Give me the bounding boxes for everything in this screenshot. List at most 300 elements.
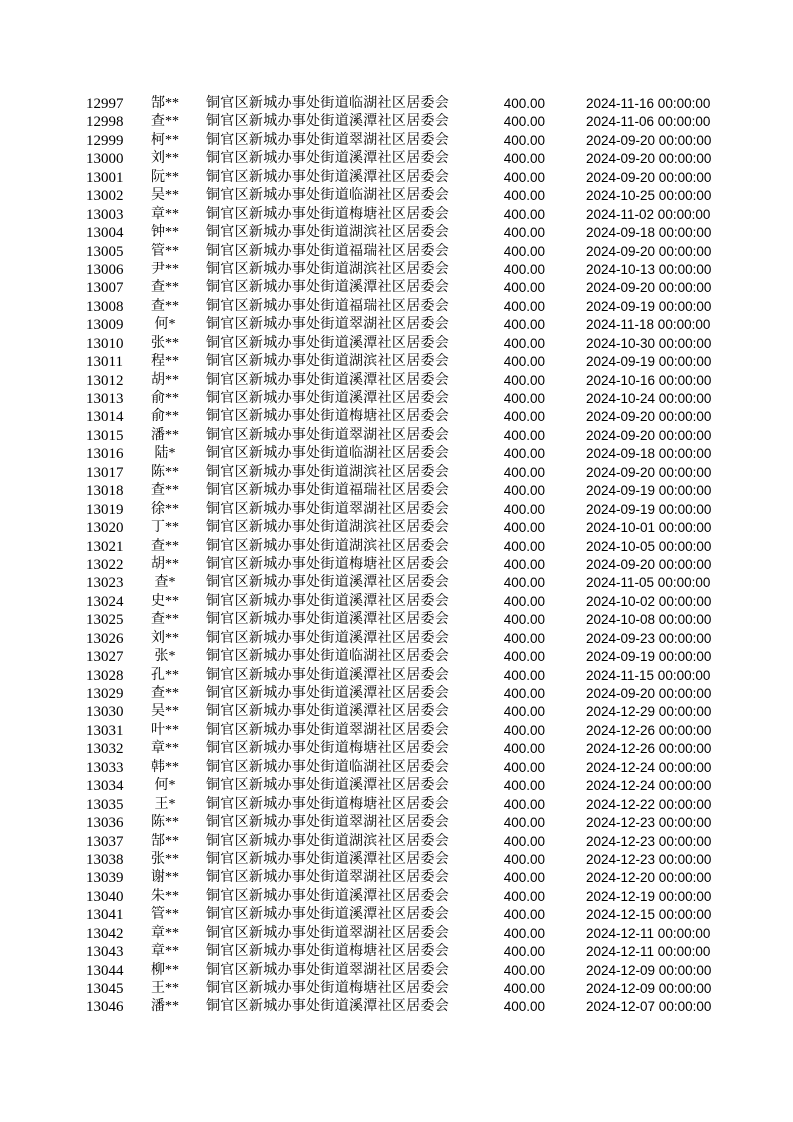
datetime-value: 2024-12-26 00:00:00	[586, 741, 712, 757]
record-id: 13007	[86, 280, 124, 297]
amount-value: 400.00	[503, 888, 545, 904]
record-id: 13029	[86, 686, 124, 702]
datetime-value: 2024-11-06 00:00:00	[586, 114, 711, 130]
datetime-value: 2024-09-19 00:00:00	[586, 354, 712, 370]
amount-value: 400.00	[503, 925, 545, 941]
record-id: 13017	[86, 464, 124, 481]
organization-name: 铜官区新城办事处街道梅塘社区居委会	[206, 981, 450, 996]
organization-name: 铜官区新城办事处街道溪潭社区居委会	[206, 778, 450, 794]
table-row	[0, 243, 793, 261]
amount-value: 400.00	[503, 96, 545, 111]
organization-name: 铜官区新城办事处街道溪潭社区居委会	[206, 593, 450, 609]
record-id: 13042	[86, 925, 124, 942]
person-name: 程**	[151, 354, 179, 370]
table-row	[0, 206, 793, 224]
amount-value: 400.00	[503, 427, 545, 443]
amount-value: 400.00	[503, 722, 545, 738]
amount-value: 400.00	[503, 575, 545, 591]
table-row	[0, 869, 793, 887]
datetime-value: 2024-09-23 00:00:00	[586, 630, 712, 646]
table-row	[0, 833, 793, 851]
table-row	[0, 482, 793, 500]
organization-name: 铜官区新城办事处街道湖滨社区居委会	[206, 225, 450, 241]
record-id: 13034	[86, 778, 124, 795]
organization-name: 铜官区新城办事处街道溪潭社区居委会	[206, 704, 450, 720]
table-row	[0, 851, 793, 869]
person-name: 查**	[151, 298, 179, 314]
organization-name: 铜官区新城办事处街道梅塘社区居委会	[206, 741, 450, 757]
table-row	[0, 279, 793, 297]
amount-value: 400.00	[503, 188, 545, 204]
record-id: 13032	[86, 741, 124, 758]
record-id: 13025	[86, 612, 124, 629]
table-row	[0, 538, 793, 556]
person-name: 潘**	[151, 999, 179, 1015]
amount-value: 400.00	[503, 206, 545, 222]
table-row	[0, 998, 793, 1016]
datetime-value: 2024-12-26 00:00:00	[586, 722, 712, 738]
organization-name: 铜官区新城办事处街道翠湖社区居委会	[206, 501, 450, 517]
person-name: 何*	[154, 317, 176, 333]
person-name: 郜**	[151, 833, 179, 849]
organization-name: 铜官区新城办事处街道溪潭社区居委会	[206, 851, 450, 867]
amount-value: 400.00	[503, 520, 545, 536]
amount-value: 400.00	[503, 851, 545, 867]
table-row	[0, 906, 793, 924]
datetime-value: 2024-11-05 00:00:00	[586, 575, 711, 591]
record-id: 13003	[86, 206, 124, 223]
amount-value: 400.00	[503, 686, 545, 701]
organization-name: 铜官区新城办事处街道溪潭社区居委会	[206, 667, 450, 683]
person-name: 史**	[151, 593, 179, 609]
datetime-value: 2024-10-24 00:00:00	[586, 391, 712, 406]
datetime-value: 2024-09-20 00:00:00	[586, 409, 712, 425]
person-name: 管**	[151, 243, 179, 259]
record-id: 12998	[86, 114, 124, 131]
datetime-value: 2024-12-22 00:00:00	[586, 796, 712, 812]
datetime-value: 2024-11-18 00:00:00	[586, 317, 711, 333]
person-name: 尹**	[151, 261, 179, 277]
datetime-value: 2024-09-18 00:00:00	[586, 225, 712, 241]
person-name: 张**	[151, 335, 179, 351]
amount-value: 400.00	[503, 944, 545, 960]
amount-value: 400.00	[503, 538, 545, 554]
amount-value: 400.00	[503, 630, 545, 646]
table-row	[0, 372, 793, 390]
table-row	[0, 261, 793, 279]
amount-value: 400.00	[503, 446, 545, 462]
organization-name: 铜官区新城办事处街道溪潭社区居委会	[206, 169, 450, 185]
organization-name: 铜官区新城办事处街道翠湖社区居委会	[206, 132, 450, 148]
table-row	[0, 574, 793, 592]
table-row	[0, 298, 793, 316]
person-name: 查**	[151, 114, 179, 130]
amount-value: 400.00	[503, 372, 545, 388]
record-id: 13043	[86, 944, 124, 961]
datetime-value: 2024-09-20 00:00:00	[586, 556, 712, 572]
amount-value: 400.00	[503, 741, 545, 757]
record-id: 13014	[86, 409, 124, 426]
amount-value: 400.00	[503, 667, 545, 683]
organization-name: 铜官区新城办事处街道梅塘社区居委会	[206, 409, 450, 425]
table-row	[0, 925, 793, 943]
record-id: 13028	[86, 667, 124, 684]
table-row	[0, 390, 793, 408]
amount-value: 400.00	[503, 391, 545, 406]
organization-name: 铜官区新城办事处街道湖滨社区居委会	[206, 354, 450, 370]
amount-value: 400.00	[503, 759, 545, 775]
record-id: 13006	[86, 261, 124, 278]
organization-name: 铜官区新城办事处街道湖滨社区居委会	[206, 464, 450, 480]
record-id: 13021	[86, 538, 124, 555]
organization-name: 铜官区新城办事处街道溪潭社区居委会	[206, 114, 450, 130]
person-name: 徐**	[151, 501, 179, 517]
amount-value: 400.00	[503, 132, 545, 148]
person-name: 查**	[151, 483, 179, 499]
table-row	[0, 611, 793, 629]
person-name: 郜**	[151, 96, 179, 111]
table-row	[0, 759, 793, 777]
amount-value: 400.00	[503, 501, 545, 517]
table-row	[0, 630, 793, 648]
record-id: 13020	[86, 520, 124, 537]
person-name: 章**	[151, 925, 179, 941]
person-name: 孔**	[151, 667, 179, 683]
record-id: 13022	[86, 556, 124, 573]
table-row	[0, 814, 793, 832]
table-row	[0, 187, 793, 205]
organization-name: 铜官区新城办事处街道翠湖社区居委会	[206, 962, 450, 978]
records-table	[0, 95, 793, 1017]
person-name: 柳**	[151, 962, 179, 978]
table-row	[0, 224, 793, 242]
record-id: 13024	[86, 593, 124, 610]
organization-name: 铜官区新城办事处街道溪潭社区居委会	[206, 612, 450, 628]
amount-value: 400.00	[503, 999, 545, 1015]
person-name: 章**	[151, 206, 179, 222]
person-name: 刘**	[151, 630, 179, 646]
record-id: 13004	[86, 225, 124, 242]
datetime-value: 2024-12-23 00:00:00	[586, 815, 712, 831]
person-name: 谢**	[151, 870, 179, 886]
record-id: 13038	[86, 851, 124, 868]
record-id: 13016	[86, 446, 124, 463]
amount-value: 400.00	[503, 409, 545, 425]
amount-value: 400.00	[503, 225, 545, 241]
table-row	[0, 888, 793, 906]
datetime-value: 2024-09-20 00:00:00	[586, 132, 712, 148]
person-name: 刘**	[151, 151, 179, 167]
person-name: 丁**	[151, 520, 179, 536]
amount-value: 400.00	[503, 815, 545, 831]
person-name: 王*	[154, 796, 176, 812]
record-id: 13044	[86, 962, 124, 979]
datetime-value: 2024-10-30 00:00:00	[586, 335, 712, 351]
datetime-value: 2024-09-20 00:00:00	[586, 151, 712, 167]
amount-value: 400.00	[503, 335, 545, 351]
table-row	[0, 685, 793, 703]
table-row	[0, 427, 793, 445]
record-id: 13010	[86, 335, 124, 352]
amount-value: 400.00	[503, 796, 545, 812]
person-name: 阮**	[151, 169, 179, 185]
person-name: 钟**	[151, 225, 179, 241]
organization-name: 铜官区新城办事处街道临湖社区居委会	[206, 96, 450, 111]
datetime-value: 2024-09-20 00:00:00	[586, 686, 712, 701]
amount-value: 400.00	[503, 280, 545, 296]
datetime-value: 2024-11-15 00:00:00	[586, 667, 711, 683]
record-id: 13019	[86, 501, 124, 518]
person-name: 张**	[151, 851, 179, 867]
table-row	[0, 464, 793, 482]
amount-value: 400.00	[503, 981, 545, 996]
organization-name: 铜官区新城办事处街道溪潭社区居委会	[206, 335, 450, 351]
datetime-value: 2024-12-24 00:00:00	[586, 778, 712, 794]
record-id: 13015	[86, 427, 124, 444]
table-row	[0, 777, 793, 795]
datetime-value: 2024-12-23 00:00:00	[586, 833, 712, 849]
datetime-value: 2024-12-15 00:00:00	[586, 907, 712, 923]
organization-name: 铜官区新城办事处街道溪潭社区居委会	[206, 151, 450, 167]
amount-value: 400.00	[503, 169, 545, 185]
record-id: 13037	[86, 833, 124, 850]
organization-name: 铜官区新城办事处街道翠湖社区居委会	[206, 925, 450, 941]
amount-value: 400.00	[503, 243, 545, 259]
organization-name: 铜官区新城办事处街道梅塘社区居委会	[206, 206, 450, 222]
person-name: 查**	[151, 686, 179, 701]
datetime-value: 2024-12-19 00:00:00	[586, 888, 712, 904]
datetime-value: 2024-09-20 00:00:00	[586, 280, 712, 296]
datetime-value: 2024-12-11 00:00:00	[586, 944, 711, 960]
datetime-value: 2024-12-11 00:00:00	[586, 925, 711, 941]
organization-name: 铜官区新城办事处街道溪潭社区居委会	[206, 999, 450, 1015]
amount-value: 400.00	[503, 298, 545, 314]
organization-name: 铜官区新城办事处街道溪潭社区居委会	[206, 391, 450, 406]
table-row	[0, 150, 793, 168]
record-id: 12997	[86, 96, 124, 112]
organization-name: 铜官区新城办事处街道临湖社区居委会	[206, 446, 450, 462]
organization-name: 铜官区新城办事处街道溪潭社区居委会	[206, 907, 450, 923]
record-id: 13011	[86, 354, 123, 371]
organization-name: 铜官区新城办事处街道湖滨社区居委会	[206, 261, 450, 277]
datetime-value: 2024-09-20 00:00:00	[586, 243, 712, 259]
record-id: 13013	[86, 391, 124, 407]
datetime-value: 2024-09-20 00:00:00	[586, 464, 712, 480]
table-row	[0, 667, 793, 685]
person-name: 陈**	[151, 815, 179, 831]
organization-name: 铜官区新城办事处街道湖滨社区居委会	[206, 538, 450, 554]
record-id: 13026	[86, 630, 124, 647]
datetime-value: 2024-10-13 00:00:00	[586, 261, 712, 277]
organization-name: 铜官区新城办事处街道梅塘社区居委会	[206, 556, 450, 572]
datetime-value: 2024-12-20 00:00:00	[586, 870, 712, 886]
person-name: 陆*	[154, 446, 176, 462]
datetime-value: 2024-10-25 00:00:00	[586, 188, 712, 204]
record-id: 13030	[86, 704, 124, 721]
datetime-value: 2024-12-09 00:00:00	[586, 981, 712, 996]
amount-value: 400.00	[503, 907, 545, 923]
datetime-value: 2024-10-02 00:00:00	[586, 593, 712, 609]
amount-value: 400.00	[503, 593, 545, 609]
table-row	[0, 519, 793, 537]
table-row	[0, 703, 793, 721]
person-name: 章**	[151, 741, 179, 757]
record-id: 13023	[86, 575, 124, 592]
table-row	[0, 796, 793, 814]
table-row	[0, 445, 793, 463]
table-row	[0, 408, 793, 426]
organization-name: 铜官区新城办事处街道梅塘社区居委会	[206, 796, 450, 812]
person-name: 胡**	[151, 372, 179, 388]
table-row	[0, 501, 793, 519]
record-id: 13001	[86, 169, 124, 186]
datetime-value: 2024-12-09 00:00:00	[586, 962, 712, 978]
amount-value: 400.00	[503, 151, 545, 167]
amount-value: 400.00	[503, 778, 545, 794]
organization-name: 铜官区新城办事处街道临湖社区居委会	[206, 188, 450, 204]
table-row	[0, 95, 793, 113]
organization-name: 铜官区新城办事处街道溪潭社区居委会	[206, 575, 450, 591]
person-name: 柯**	[151, 132, 179, 148]
person-name: 俞**	[151, 391, 179, 406]
table-row	[0, 132, 793, 150]
person-name: 何*	[154, 778, 176, 794]
record-id: 13035	[86, 796, 124, 813]
person-name: 查**	[151, 280, 179, 296]
datetime-value: 2024-10-01 00:00:00	[586, 520, 712, 536]
amount-value: 400.00	[503, 833, 545, 849]
person-name: 查*	[154, 575, 176, 591]
person-name: 查**	[151, 612, 179, 628]
amount-value: 400.00	[503, 354, 545, 370]
datetime-value: 2024-09-20 00:00:00	[586, 169, 712, 185]
record-id: 13012	[86, 372, 124, 389]
datetime-value: 2024-09-20 00:00:00	[586, 427, 712, 443]
amount-value: 400.00	[503, 464, 545, 480]
datetime-value: 2024-09-18 00:00:00	[586, 446, 712, 462]
table-row	[0, 980, 793, 998]
record-id: 13018	[86, 483, 124, 500]
table-row	[0, 556, 793, 574]
amount-value: 400.00	[503, 962, 545, 978]
table-row	[0, 169, 793, 187]
datetime-value: 2024-12-07 00:00:00	[586, 999, 712, 1015]
organization-name: 铜官区新城办事处街道湖滨社区居委会	[206, 520, 450, 536]
organization-name: 铜官区新城办事处街道福瑞社区居委会	[206, 298, 450, 314]
amount-value: 400.00	[503, 556, 545, 572]
person-name: 章**	[151, 944, 179, 960]
organization-name: 铜官区新城办事处街道临湖社区居委会	[206, 759, 450, 775]
table-row	[0, 943, 793, 961]
amount-value: 400.00	[503, 870, 545, 886]
person-name: 朱**	[151, 888, 179, 904]
organization-name: 铜官区新城办事处街道翠湖社区居委会	[206, 427, 450, 443]
organization-name: 铜官区新城办事处街道溪潭社区居委会	[206, 280, 450, 296]
record-id: 13002	[86, 188, 124, 205]
amount-value: 400.00	[503, 261, 545, 277]
datetime-value: 2024-11-16 00:00:00	[586, 96, 711, 111]
organization-name: 铜官区新城办事处街道溪潭社区居委会	[206, 686, 450, 701]
datetime-value: 2024-11-02 00:00:00	[586, 206, 711, 222]
organization-name: 铜官区新城办事处街道福瑞社区居委会	[206, 243, 450, 259]
organization-name: 铜官区新城办事处街道溪潭社区居委会	[206, 372, 450, 388]
person-name: 查**	[151, 538, 179, 554]
record-id: 13041	[86, 907, 124, 924]
person-name: 陈**	[151, 464, 179, 480]
person-name: 吴**	[151, 188, 179, 204]
amount-value: 400.00	[503, 704, 545, 720]
person-name: 叶**	[151, 722, 179, 738]
organization-name: 铜官区新城办事处街道翠湖社区居委会	[206, 722, 450, 738]
datetime-value: 2024-12-23 00:00:00	[586, 851, 712, 867]
record-id: 13009	[86, 317, 124, 334]
record-id: 13033	[86, 759, 124, 776]
table-row	[0, 962, 793, 980]
table-row	[0, 353, 793, 371]
datetime-value: 2024-12-29 00:00:00	[586, 704, 712, 720]
organization-name: 铜官区新城办事处街道临湖社区居委会	[206, 649, 450, 665]
person-name: 吴**	[151, 704, 179, 720]
amount-value: 400.00	[503, 317, 545, 333]
person-name: 韩**	[151, 759, 179, 775]
datetime-value: 2024-10-16 00:00:00	[586, 372, 712, 388]
record-id: 13005	[86, 243, 124, 260]
record-id: 13036	[86, 815, 124, 832]
amount-value: 400.00	[503, 649, 545, 665]
record-id: 12999	[86, 132, 124, 149]
record-id: 13045	[86, 981, 124, 997]
amount-value: 400.00	[503, 114, 545, 130]
organization-name: 铜官区新城办事处街道湖滨社区居委会	[206, 833, 450, 849]
record-id: 13000	[86, 151, 124, 168]
record-id: 13008	[86, 298, 124, 315]
person-name: 管**	[151, 907, 179, 923]
person-name: 潘**	[151, 427, 179, 443]
table-row	[0, 335, 793, 353]
datetime-value: 2024-10-08 00:00:00	[586, 612, 712, 628]
datetime-value: 2024-09-19 00:00:00	[586, 483, 712, 499]
table-row	[0, 648, 793, 666]
table-row	[0, 593, 793, 611]
organization-name: 铜官区新城办事处街道梅塘社区居委会	[206, 944, 450, 960]
record-id: 13027	[86, 649, 124, 666]
datetime-value: 2024-09-19 00:00:00	[586, 501, 712, 517]
amount-value: 400.00	[503, 612, 545, 628]
record-id: 13046	[86, 999, 124, 1016]
datetime-value: 2024-12-24 00:00:00	[586, 759, 712, 775]
organization-name: 铜官区新城办事处街道溪潭社区居委会	[206, 630, 450, 646]
record-id: 13040	[86, 888, 124, 905]
person-name: 俞**	[151, 409, 179, 425]
record-id: 13039	[86, 870, 124, 887]
organization-name: 铜官区新城办事处街道翠湖社区居委会	[206, 317, 450, 333]
datetime-value: 2024-09-19 00:00:00	[586, 298, 712, 314]
datetime-value: 2024-09-19 00:00:00	[586, 649, 712, 665]
table-row	[0, 316, 793, 334]
person-name: 胡**	[151, 556, 179, 572]
table-row	[0, 740, 793, 758]
amount-value: 400.00	[503, 483, 545, 499]
datetime-value: 2024-10-05 00:00:00	[586, 538, 712, 554]
organization-name: 铜官区新城办事处街道福瑞社区居委会	[206, 483, 450, 499]
person-name: 张*	[154, 649, 176, 665]
organization-name: 铜官区新城办事处街道溪潭社区居委会	[206, 888, 450, 904]
record-id: 13031	[86, 722, 124, 739]
table-row	[0, 722, 793, 740]
table-row	[0, 113, 793, 131]
organization-name: 铜官区新城办事处街道翠湖社区居委会	[206, 870, 450, 886]
person-name: 王**	[151, 981, 179, 996]
